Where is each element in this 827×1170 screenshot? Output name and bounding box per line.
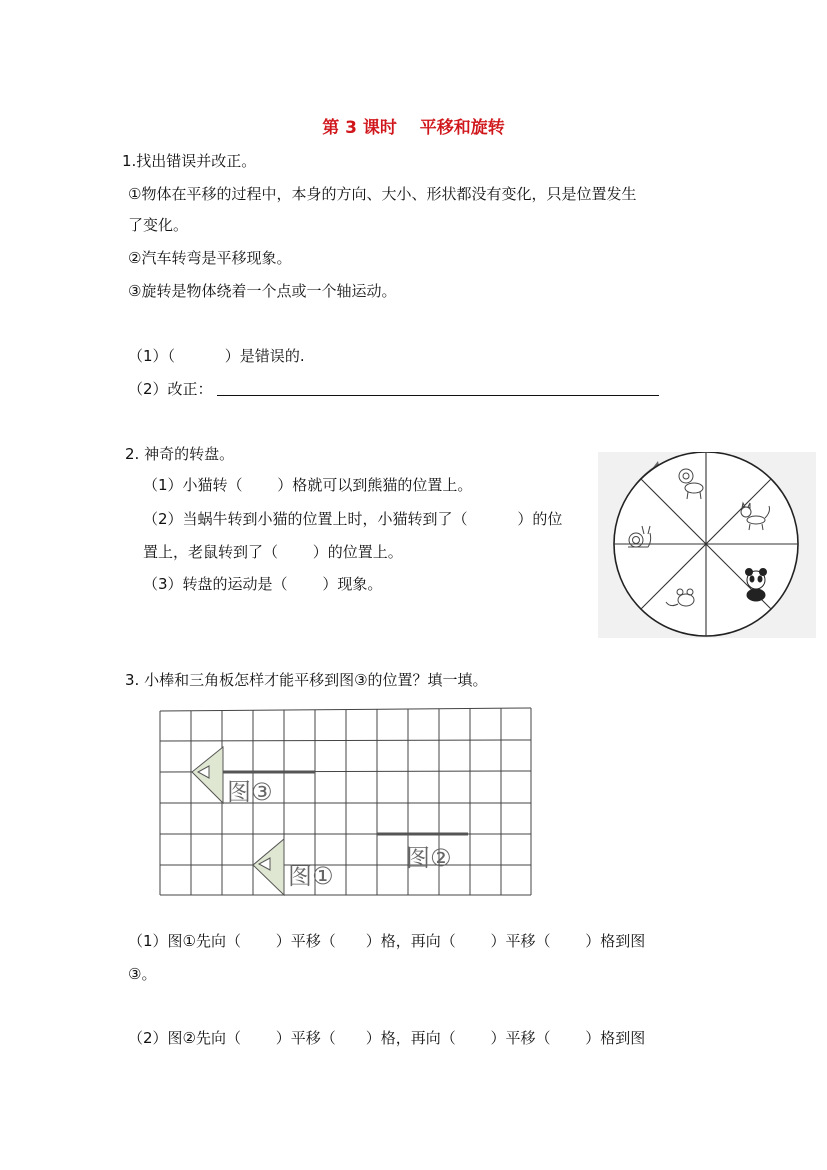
translation-grid [155, 704, 535, 904]
q1-heading: 1.找出错误并改正。 [122, 152, 257, 170]
q2-part-2-line-2: 置上，老鼠转到了（ ）的位置上。 [143, 543, 403, 561]
q3-answer-2-line-1: （2）图②先向（ ）平移（ ）格，再向（ ）平移（ ）格到图 [128, 1029, 646, 1047]
q1-statement-2: ②汽车转弯是平移现象。 [128, 249, 292, 267]
q1-statement-1-line-2: 了变化。 [128, 216, 189, 234]
q3-heading: 3. 小棒和三角板怎样才能平移到图③的位置？填一填。 [125, 671, 488, 689]
q1-statement-3: ③旋转是物体绕着一个点或一个轴运动。 [128, 282, 397, 300]
q1-answer-line [217, 395, 659, 396]
q1-answer-1: （1）（ ）是错误的. [128, 347, 305, 365]
q1-answer-2-label: （2）改正： [128, 380, 213, 398]
page-title: 第 3 课时 平移和旋转 [322, 118, 505, 138]
q3-answer-1-line-1: （1）图①先向（ ）平移（ ）格，再向（ ）平移（ ）格到图 [128, 932, 646, 950]
figure-2-label: 图② [406, 844, 452, 872]
q2-part-2-line-1: （2）当蜗牛转到小猫的位置上时，小猫转到了（ ）的位 [143, 510, 563, 528]
q1-statement-1-line-1: ①物体在平移的过程中，本身的方向、大小、形状都没有变化，只是位置发生 [128, 185, 637, 203]
q2-part-3: （3）转盘的运动是（ ）现象。 [143, 575, 383, 593]
q3-answer-1-line-2: ③。 [128, 965, 157, 983]
q2-part-1: （1）小猫转（ ）格就可以到熊猫的位置上。 [143, 476, 473, 494]
figure-3-label: 图③ [227, 778, 273, 806]
q2-heading: 2. 神奇的转盘。 [125, 445, 235, 463]
figure-1-label: 图① [288, 862, 334, 890]
turntable-figure [598, 452, 816, 638]
panda-icon [746, 569, 767, 602]
